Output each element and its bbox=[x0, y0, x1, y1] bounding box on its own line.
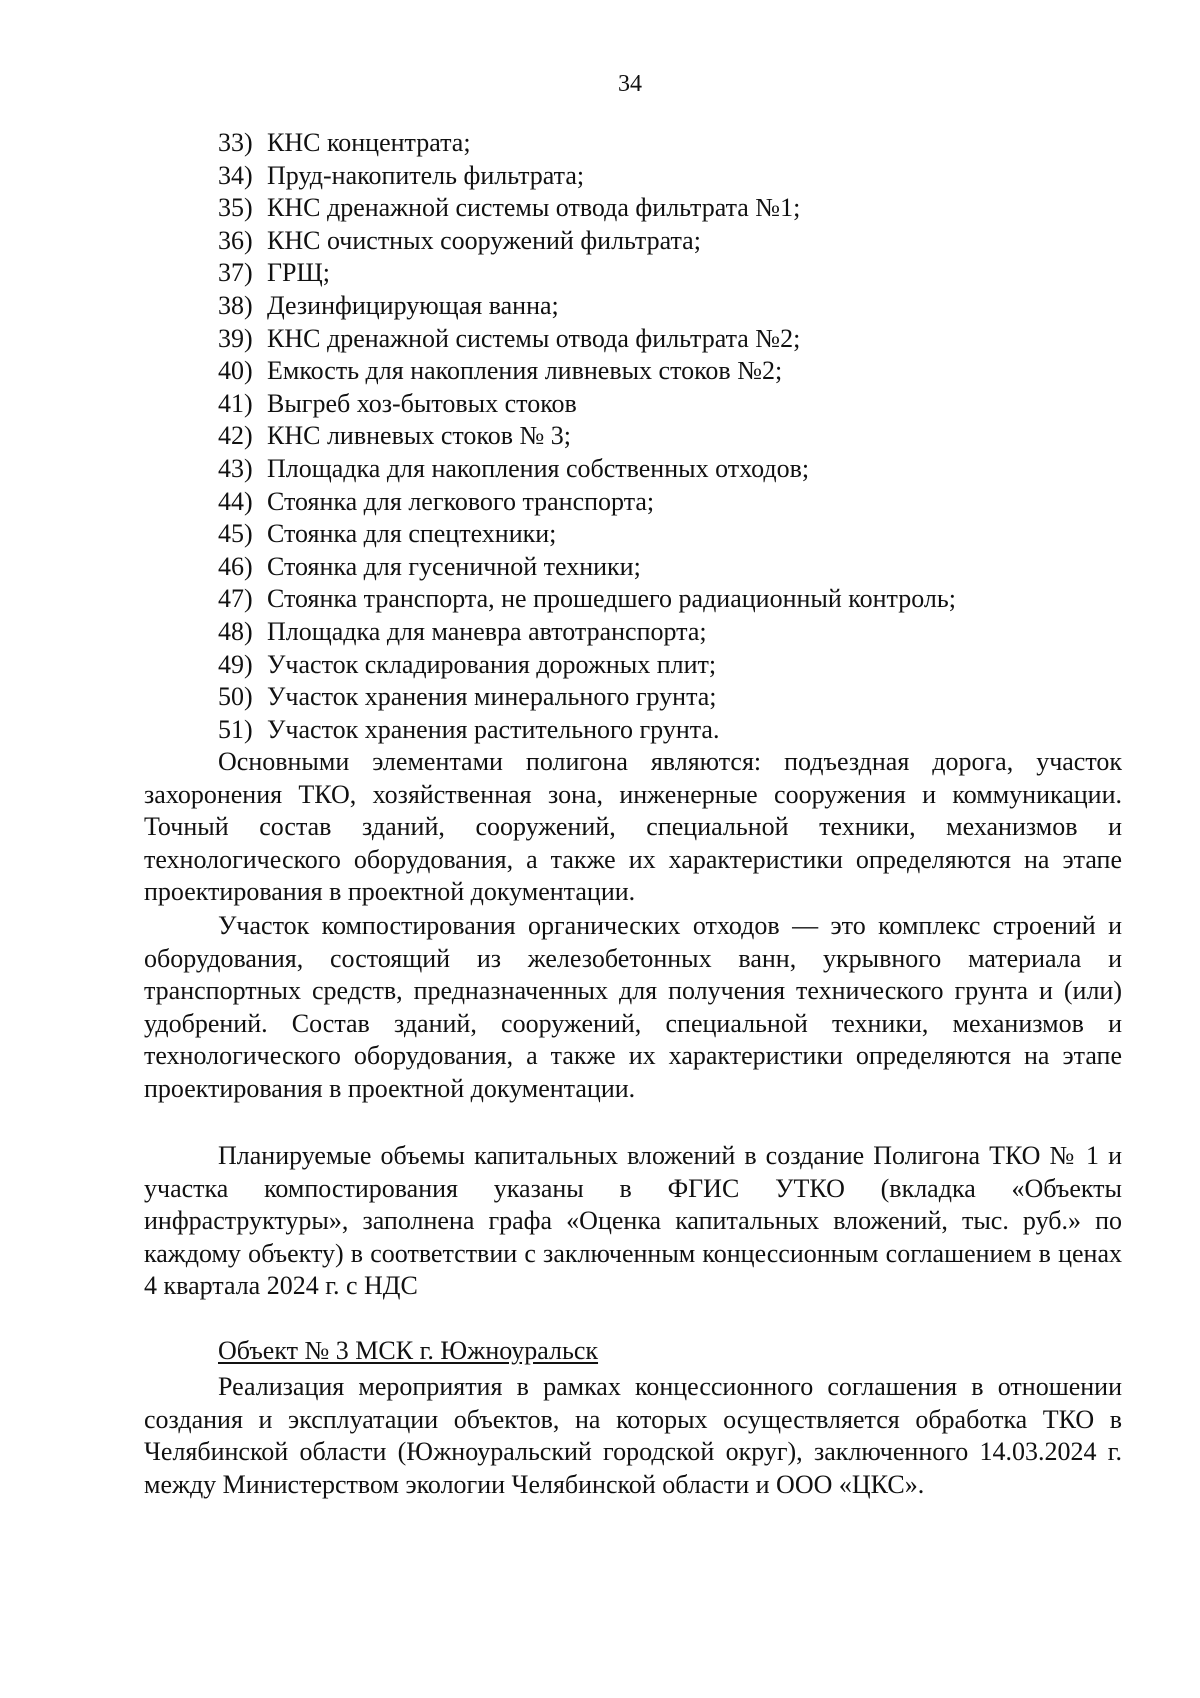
list-item bbox=[218, 225, 956, 258]
list-item-text: Участок хранения минерального грунта; bbox=[267, 682, 717, 712]
list-item-text: Стоянка для спецтехники; bbox=[267, 519, 557, 549]
list-item-text: Участок складирования дорожных плит; bbox=[267, 649, 717, 679]
list-item-text: Выгреб хоз-бытовых стоков bbox=[267, 388, 577, 418]
list-item-text: Участок хранения растительного грунта. bbox=[267, 714, 720, 744]
paragraph-realization: Реализация мероприятия в рамках концессионного соглашения в отношении создания и эксплуатации объектов, на которых осуществляется обработка ТКО в Челябинской области (Южноуральский городской округ), заключенного 14.03.2024 г. между Министерством экологии Челябинской области и ООО «ЦКС». bbox=[144, 1372, 1122, 1499]
list-item-text: Стоянка для гусеничной техники; bbox=[267, 551, 641, 581]
list-item-number: 44) bbox=[218, 486, 253, 516]
list-item bbox=[218, 290, 956, 323]
list-item bbox=[218, 616, 956, 649]
list-item-number: 33) bbox=[218, 128, 253, 157]
list-item bbox=[218, 127, 956, 160]
list-item-number: 42) bbox=[218, 421, 253, 451]
list-item-text: КНС концентрата; bbox=[267, 128, 471, 157]
list-item bbox=[218, 551, 956, 584]
list-item-text: Пруд-накопитель фильтрата; bbox=[267, 160, 585, 190]
list-item-text: Площадка для накопления собственных отходов; bbox=[267, 453, 810, 483]
list-item-text: Стоянка для легкового транспорта; bbox=[267, 486, 655, 516]
list-item bbox=[218, 420, 956, 453]
list-item-number: 49) bbox=[218, 649, 253, 679]
list-item-text: Емкость для накопления ливневых стоков №2; bbox=[267, 356, 783, 386]
list-item-text: Стоянка транспорта, не прошедшего радиационный контроль; bbox=[267, 584, 956, 614]
list-item-text: КНС дренажной системы отвода фильтрата №2; bbox=[267, 323, 801, 353]
list-item-number: 38) bbox=[218, 290, 253, 320]
list-item-number: 50) bbox=[218, 682, 253, 712]
list-item bbox=[218, 486, 956, 519]
section-heading: Объект № 3 МСК г. Южноуральск bbox=[218, 1336, 599, 1365]
list-item bbox=[218, 257, 956, 290]
list-item-text: Площадка для маневра автотранспорта; bbox=[267, 616, 707, 646]
facility-list bbox=[218, 127, 956, 746]
list-item-number: 37) bbox=[218, 258, 253, 288]
list-item-text: КНС очистных сооружений фильтрата; bbox=[267, 225, 701, 255]
list-item-number: 39) bbox=[218, 323, 253, 353]
list-item-text: КНС ливневых стоков № 3; bbox=[267, 421, 572, 451]
list-item bbox=[218, 518, 956, 551]
list-item-number: 51) bbox=[218, 714, 253, 744]
paragraph-composting: Участок компостирования органических отходов — это комплекс строений и оборудования, состоящий из железобетонных ванн, укрывного материала и транспортных средств, предназначенных для получения технического грунта и (или) удобрений. Состав зданий, сооружений, специальной техники, механизмов и технологического оборудования, а также их характеристики определяются на этапе проектирования в проектной документации. bbox=[144, 911, 1122, 1103]
list-item bbox=[218, 192, 956, 225]
list-item-number: 36) bbox=[218, 225, 253, 255]
list-item-number: 47) bbox=[218, 584, 253, 614]
list-item bbox=[218, 323, 956, 356]
list-item bbox=[218, 388, 956, 421]
list-item bbox=[218, 453, 956, 486]
list-item bbox=[218, 714, 956, 747]
list-item-number: 46) bbox=[218, 551, 253, 581]
list-item bbox=[218, 355, 956, 388]
list-item-text: ГРЩ; bbox=[267, 258, 330, 288]
list-item-number: 34) bbox=[218, 160, 253, 190]
list-item-number: 40) bbox=[218, 356, 253, 386]
list-item-number: 35) bbox=[218, 193, 253, 223]
paragraph-main-elements: Основными элементами полигона являются: подъездная дорога, участок захоронения ТКО, хозяйственная зона, инженерные сооружения и коммуникации. Точный состав зданий, сооружений, специальной техники, механизмов и технологического оборудования, а также их характеристики определяются на этапе проектирования в проектной документации. bbox=[144, 747, 1122, 907]
list-item bbox=[218, 160, 956, 193]
page-number: 34 bbox=[618, 71, 642, 97]
list-item-text: КНС дренажной системы отвода фильтрата №1; bbox=[267, 193, 801, 223]
list-item bbox=[218, 649, 956, 682]
list-item bbox=[218, 583, 956, 616]
list-item-text: Дезинфицирующая ванна; bbox=[267, 290, 559, 320]
list-item-number: 48) bbox=[218, 616, 253, 646]
list-item-number: 41) bbox=[218, 388, 253, 418]
paragraph-investments: Планируемые объемы капитальных вложений в создание Полигона ТКО № 1 и участка компостирования указаны в ФГИС УТКО (вкладка «Объекты инфраструктуры», заполнена графа «Оценка капитальных вложений, тыс. руб.» по каждому объекту) в соответствии с заключенным концессионным соглашением в ценах 4 квартала 2024 г. с НДС bbox=[144, 1141, 1122, 1301]
list-item-number: 43) bbox=[218, 453, 253, 483]
list-item bbox=[218, 681, 956, 714]
list-item-number: 45) bbox=[218, 519, 253, 549]
